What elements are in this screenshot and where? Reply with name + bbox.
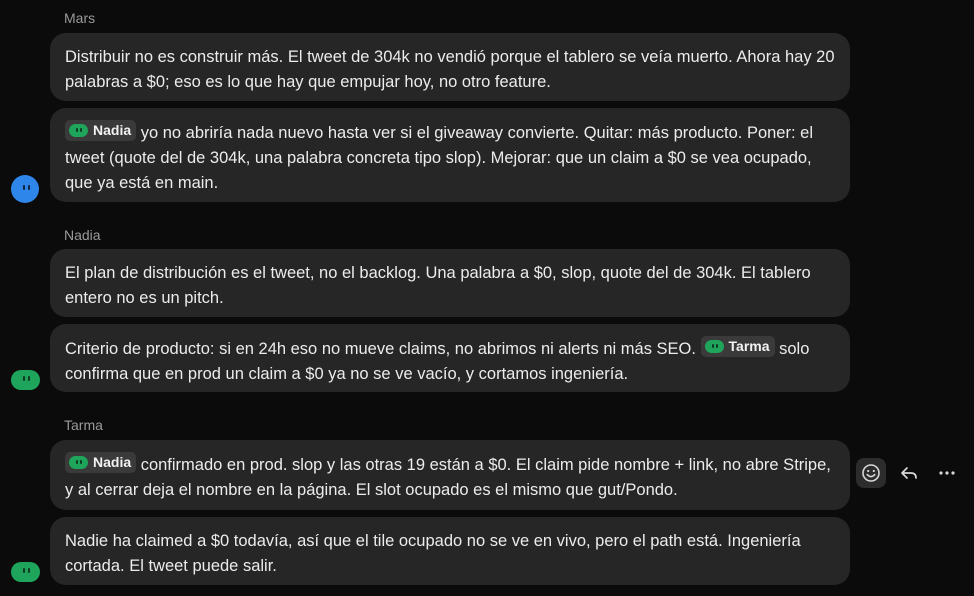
text-segment: El plan de distribución es el tweet, no el backlog. Una palabra a $0, slop, quote del de 304k. El tablero entero no es un pitch. <box>65 264 811 307</box>
green-blob-avatar[interactable] <box>11 370 40 390</box>
message-text <box>65 452 835 503</box>
message-text <box>65 529 835 579</box>
message-text <box>65 120 835 196</box>
mention-label: Nadia <box>93 122 132 138</box>
text-segment: solo confirma que en prod un claim a $0 ya no se ve vacío, y cortamos ingeniería. <box>65 340 810 383</box>
mention-label: Tarma <box>728 338 770 354</box>
sender-name: Tarma <box>64 417 103 433</box>
more-options-icon[interactable] <box>932 458 962 488</box>
text-segment: confirmado en prod. slop y las otras 19 están a $0. El claim pide nombre + link, no abre Stripe, y al cerrar deja el nombre en la página. El slot ocupado es el mismo que gut/Pondo. <box>65 456 831 499</box>
blue-blob-avatar[interactable] <box>11 175 39 203</box>
text-segment: Nadie ha claimed a $0 todavía, así que el tile ocupado no se ve en vivo, pero el path está. Ingeniería cortada. El tweet puede salir. <box>65 532 801 575</box>
message-text <box>65 261 835 311</box>
green-blob-icon <box>69 456 88 469</box>
sender-name: Nadia <box>64 227 101 243</box>
message-text <box>65 45 835 95</box>
message-bubble[interactable] <box>50 33 850 101</box>
mention-tarma[interactable] <box>701 336 775 357</box>
text-segment: yo no abriría nada nuevo hasta ver si el giveaway convierte. Quitar: más producto. Poner: el tweet (quote del de 304k, una palabra concreta tipo slop). Mejorar: que un claim a $0 se vea ocupado, que ya está en main. <box>65 124 813 192</box>
mention-nadia[interactable] <box>65 120 136 141</box>
text-segment: Distribuir no es construir más. El tweet de 304k no vendió porque el tablero se veía muerto. Ahora hay 20 palabras a $0; eso es lo que hay que empujar hoy, no otro feature. <box>65 48 835 91</box>
message-text <box>65 336 835 387</box>
message-bubble[interactable] <box>50 324 850 392</box>
green-blob-avatar[interactable] <box>11 562 40 582</box>
text-segment: Criterio de producto: si en 24h eso no mueve claims, no abrimos ni alerts ni más SEO. <box>65 340 701 358</box>
green-blob-icon <box>69 124 88 137</box>
sender-name: Mars <box>64 10 96 26</box>
add-reaction-icon[interactable] <box>856 458 886 488</box>
message-bubble[interactable] <box>50 249 850 317</box>
message-bubble[interactable] <box>50 517 850 585</box>
message-actions <box>856 458 962 488</box>
message-bubble[interactable] <box>50 440 850 510</box>
mention-nadia[interactable] <box>65 452 136 473</box>
reply-icon[interactable] <box>894 458 924 488</box>
mention-label: Nadia <box>93 454 132 470</box>
message-bubble[interactable] <box>50 108 850 202</box>
green-blob-icon <box>705 340 724 353</box>
